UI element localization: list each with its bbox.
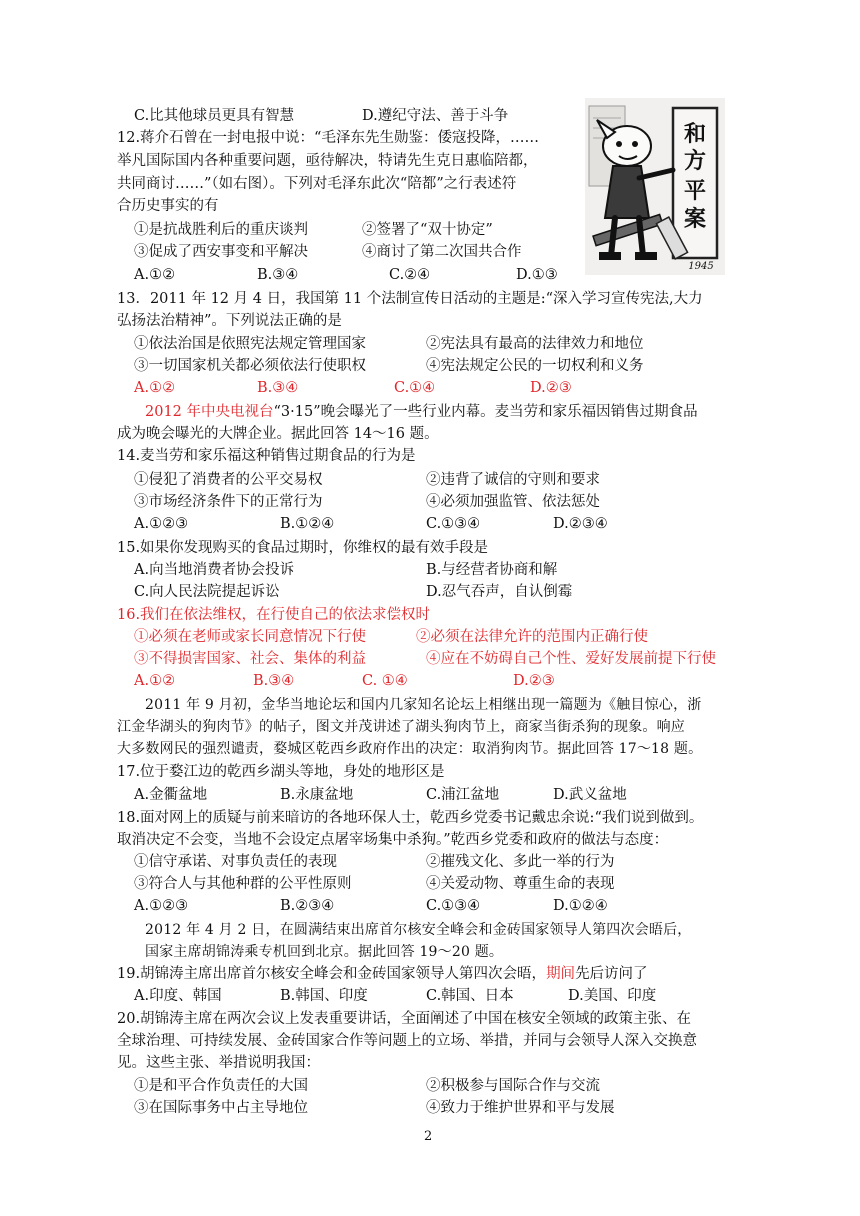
text-line: 20.胡锦涛主席在两次会议上发表重要讲话，全面阐述了中国在核安全领域的政策主张、在	[117, 1011, 692, 1027]
answer-option: ④致力于维护世界和平与发展	[426, 1100, 615, 1116]
answer-option: C.①③④	[426, 516, 481, 532]
answer-option: D.①②④	[553, 898, 608, 914]
answer-option: B.韩国、印度	[280, 988, 368, 1004]
text-line	[117, 964, 648, 984]
page-number: 2	[424, 1129, 433, 1144]
text-line	[145, 402, 698, 422]
highlighted-text: 期间	[546, 966, 576, 982]
svg-text:案: 案	[683, 206, 707, 232]
answer-option: ③不得损害国家、社会、集体的利益	[134, 651, 366, 667]
text-line: 举凡国际国内各种重要问题，亟待解决，特请先生克日惠临陪都，	[117, 153, 538, 169]
answer-option: ②违背了诚信的守则和要求	[426, 472, 600, 488]
answer-option: B.③④	[257, 380, 299, 396]
answer-option: ③市场经济条件下的正常行为	[134, 494, 323, 510]
answer-option: ②宪法具有最高的法律效力和地位	[426, 336, 644, 352]
answer-option: B.永康盆地	[280, 787, 354, 803]
answer-option: D.①③	[516, 267, 558, 283]
answer-option: D.遵纪守法、善于斗争	[362, 108, 509, 124]
historical-cartoon-image	[585, 98, 725, 275]
answer-option: ①必须在老师或家长同意情况下行使	[134, 629, 366, 645]
text-line: 16.我们在依法维权，在行使自己的依法求偿权时	[117, 607, 431, 623]
answer-option: A.①②③	[134, 898, 189, 914]
answer-option: C.向人民法院提起诉讼	[134, 584, 280, 600]
text-line: 国家主席胡锦涛乘专机回到北京。据此回答 19～20 题。	[145, 944, 504, 960]
answer-option: ④宪法规定公民的一切权利和义务	[426, 358, 644, 374]
text-line: 2012 年 4 月 2 日，在圆满结束出席首尔核安全峰会和金砖国家领导人第四次会晤后，	[145, 922, 692, 938]
text-line: 成为晚会曝光的大牌企业。据此回答 14～16 题。	[117, 426, 439, 442]
answer-option: A.①②	[134, 380, 176, 396]
answer-option: C.②④	[389, 267, 431, 283]
answer-option: ③在国际事务中占主导地位	[134, 1100, 308, 1116]
answer-option: B.③④	[253, 673, 295, 689]
text-segment: “3·15”晚会曝光了一些行业内幕。麦当劳和家乐福因销售过期食品	[273, 404, 698, 420]
answer-option: A.印度、韩国	[134, 988, 222, 1004]
answer-option: ③促成了西安事变和平解决	[134, 244, 308, 260]
text-line: 12.蒋介石曾在一封电报中说：“毛泽东先生勋鉴：倭寇投降，……	[117, 130, 539, 146]
text-segment: 先后访问了	[575, 966, 648, 982]
text-line: 大多数网民的强烈谴责，婺城区乾西乡政府作出的决定：取消狗肉节。据此回答 17～18 题。	[117, 741, 703, 757]
answer-option: D.武义盆地	[553, 787, 627, 803]
text-line: 13．2011 年 12 月 4 日，我国第 11 个法制宣传日活动的主题是:“深入学习宣传宪法,大力	[117, 291, 703, 307]
svg-text:方: 方	[683, 148, 707, 174]
answer-option: B.①②④	[280, 516, 335, 532]
answer-option: ①侵犯了消费者的公平交易权	[134, 472, 323, 488]
answer-option: ②必须在法律允许的范围内正确行使	[416, 629, 648, 645]
answer-option: ②签署了“双十协定”	[362, 222, 493, 238]
text-line: 14.麦当劳和家乐福这种销售过期食品的行为是	[117, 448, 416, 464]
svg-text:和: 和	[683, 121, 707, 147]
text-segment: 19.胡锦涛主席出席首尔核安全峰会和金砖国家领导人第四次会晤，	[117, 966, 547, 982]
text-line: 共同商讨……”（如右图）。下列对毛泽东此次“陪都”之行表述符	[117, 176, 517, 192]
answer-option: ④商讨了第二次国共合作	[362, 244, 522, 260]
answer-option: ④关爱动物、尊重生命的表现	[426, 876, 615, 892]
answer-option: C.浦江盆地	[426, 787, 500, 803]
answer-option: B.与经营者协商和解	[426, 562, 558, 578]
answer-option: D.美国、印度	[568, 988, 657, 1004]
text-line: 见。这些主张、举措说明我国：	[117, 1055, 320, 1071]
answer-option: A.向当地消费者协会投诉	[134, 562, 295, 578]
answer-option: ④必须加强监管、依法惩处	[426, 494, 600, 510]
text-line: 2011 年 9 月初，金华当地论坛和国内几家知名论坛上相继出现一篇题为《触目惊心，浙	[145, 697, 702, 713]
answer-option: A.①②	[134, 267, 176, 283]
answer-option: ③符合人与其他种群的公平性原则	[134, 876, 352, 892]
answer-option: B.②③④	[280, 898, 335, 914]
answer-option: ①依法治国是依照宪法规定管理国家	[134, 336, 366, 352]
answer-option: A.①②	[134, 673, 176, 689]
answer-option: ①是抗战胜利后的重庆谈判	[134, 222, 308, 238]
answer-option: C.①④	[394, 380, 436, 396]
answer-option: C.①③④	[426, 898, 481, 914]
answer-option: D.②③④	[553, 516, 608, 532]
text-line: 18.面对网上的质疑与前来暗访的各地环保人士，乾西乡党委书记戴忠余说:“我们说到做到。	[117, 810, 704, 826]
text-line: 江金华湖头的狗肉节》的帖子，图文并茂讲述了湖头狗肉节上，商家当街杀狗的现象。响应	[117, 719, 685, 735]
text-line: 全球治理、可持续发展、金砖国家合作等问题上的立场、举措，并同与会领导人深入交换意	[117, 1033, 697, 1049]
answer-option: ③一切国家机关都必须依法行使职权	[134, 358, 366, 374]
answer-option: ④应在不妨碍自己个性、爱好发展前提下行使	[426, 651, 716, 667]
answer-option: ①信守承诺、对事负责任的表现	[134, 854, 337, 870]
answer-option: ②摧残文化、多此一举的行为	[426, 854, 615, 870]
answer-option: D.②③	[530, 380, 572, 396]
text-line: 取消决定不会变，当地不会设定点屠宰场集中杀狗。”乾西乡党委和政府的做法与态度：	[117, 832, 669, 848]
text-line: 17.位于婺江边的乾西乡湖头等地，身处的地形区是	[117, 764, 445, 780]
answer-option: C.韩国、日本	[426, 988, 514, 1004]
answer-option: B.③④	[257, 267, 299, 283]
text-line: 弘扬法治精神”。下列说法正确的是	[117, 313, 342, 329]
text-line: 合历史事实的有	[117, 198, 219, 214]
highlighted-text: 2012 年中央电视台	[145, 404, 274, 420]
answer-option: A.①②③	[134, 516, 189, 532]
answer-option: C. ①④	[362, 673, 408, 689]
answer-option: D.忍气吞声，自认倒霉	[426, 584, 573, 600]
answer-option: ①是和平合作负责任的大国	[134, 1078, 308, 1094]
answer-option: C.比其他球员更具有智慧	[134, 108, 295, 124]
answer-option: D.②③	[513, 673, 555, 689]
answer-option: A.金衢盆地	[134, 787, 208, 803]
svg-text:平: 平	[683, 178, 707, 204]
text-line: 15.如果你发现购买的食品过期时，你维权的最有效手段是	[117, 540, 489, 556]
svg-text:1945: 1945	[688, 261, 714, 272]
answer-option: ②积极参与国际合作与交流	[426, 1078, 600, 1094]
